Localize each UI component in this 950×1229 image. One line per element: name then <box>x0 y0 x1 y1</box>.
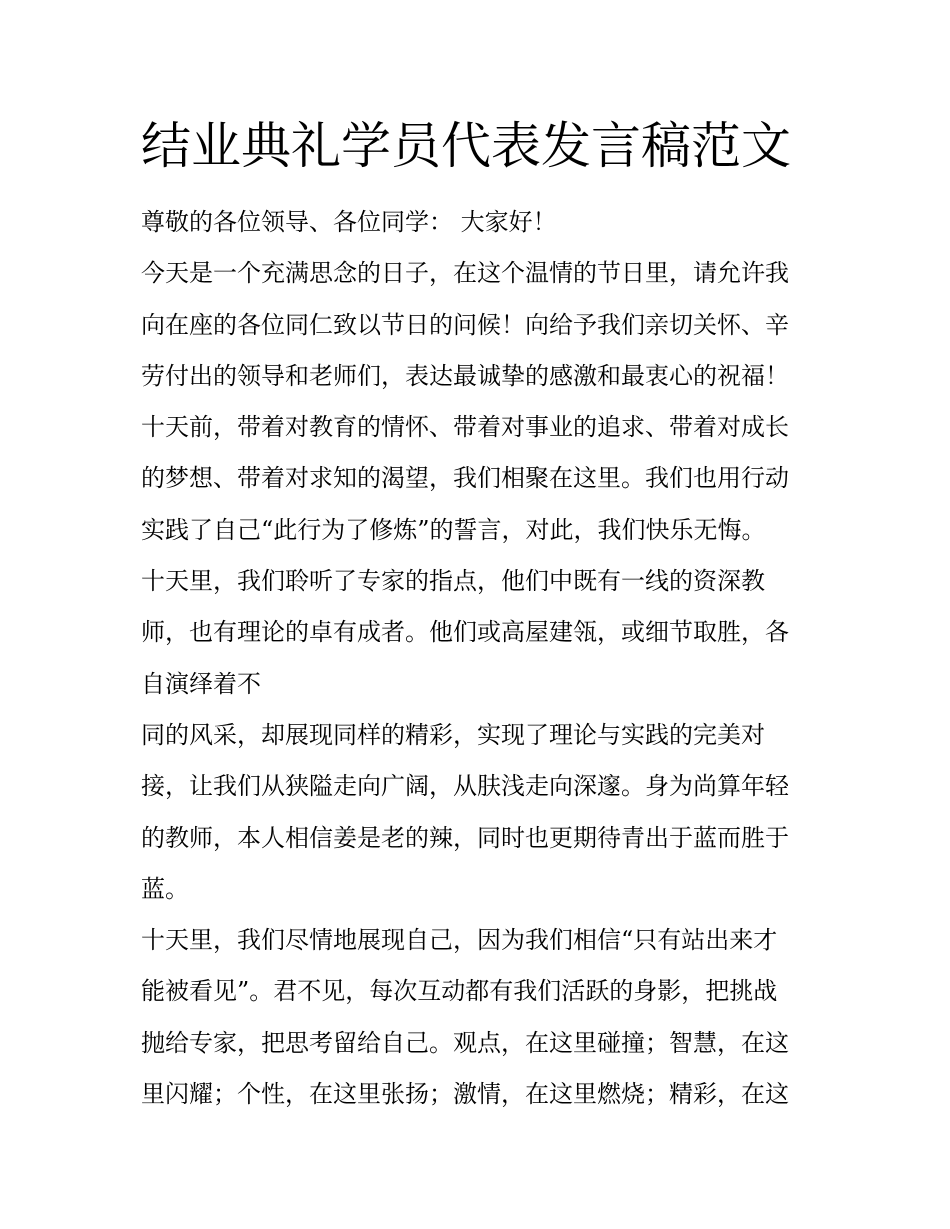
text-line: 实践了自己“此行为了修炼”的誓言，对此，我们快乐无悔。 <box>141 515 766 544</box>
text-line: 里闪耀；个性，在这里张扬；激情，在这里燃烧；精彩，在这 <box>141 1080 789 1109</box>
text-line: 蓝。 <box>141 874 189 903</box>
text-line: 接，让我们从狭隘走向广阔，从肤浅走向深邃。身为尚算年轻 <box>141 772 789 801</box>
text-line: 自演绎着不 <box>141 669 261 698</box>
document-body <box>141 197 813 1120</box>
text-line: 十天里，我们尽情地展现自己，因为我们相信“只有站出来才 <box>141 926 778 955</box>
document-title: 结业典礼学员代表发言稿范文 <box>141 117 791 175</box>
text-line: 今天是一个充满思念的日子，在这个温情的节日里，请允许我 <box>141 259 789 288</box>
text-line: 能被看见”。君不见，每次互动都有我们活跃的身影，把挑战 <box>141 977 778 1006</box>
text-line: 师，也有理论的卓有成者。他们或高屋建瓴，或细节取胜，各 <box>141 618 789 647</box>
text-line: 同的风采，却展现同样的精彩，实现了理论与实践的完美对 <box>141 720 765 749</box>
text-line: 向在座的各位同仁致以节日的问候！向给予我们亲切关怀、辛 <box>141 310 789 339</box>
text-line: 尊敬的各位领导、各位同学： 大家好！ <box>141 208 557 236</box>
text-line: 十天前，带着对教育的情怀、带着对事业的追求、带着对成长 <box>141 413 789 442</box>
text-line: 的梦想、带着对求知的渴望，我们相聚在这里。我们也用行动 <box>141 464 789 493</box>
text-line: 的教师，本人相信姜是老的辣，同时也更期待青出于蓝而胜于 <box>141 823 789 852</box>
text-line: 抛给专家，把思考留给自己。观点，在这里碰撞；智慧，在这 <box>141 1028 789 1057</box>
text-line: 劳付出的领导和老师们，表达最诚挚的感激和最衷心的祝福！ <box>141 361 789 390</box>
text-line: 十天里，我们聆听了专家的指点，他们中既有一线的资深教 <box>141 567 765 596</box>
